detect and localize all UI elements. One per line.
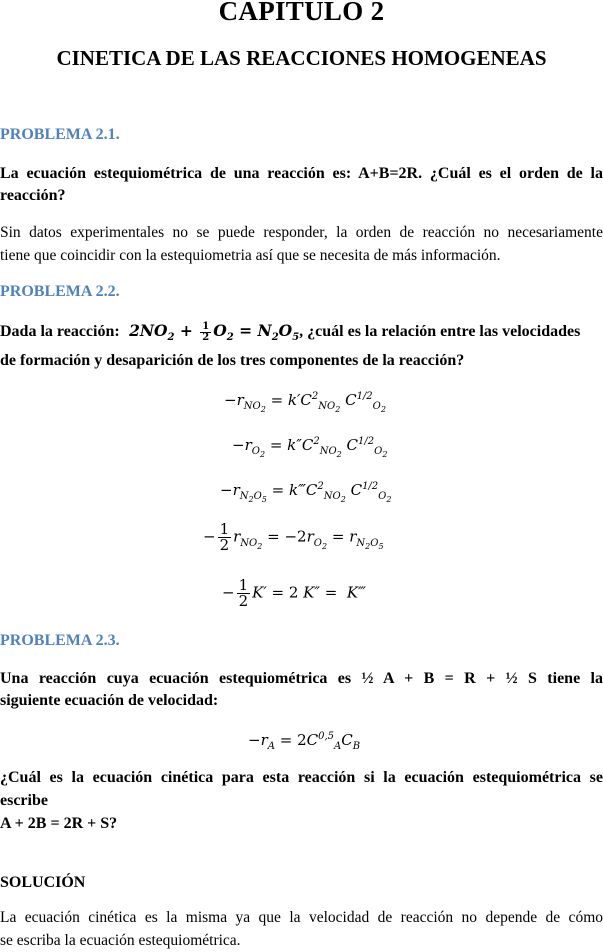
solution-line1: La ecuación cinética es la misma ya que la velocidad de reacción no depende de cómo: [0, 909, 603, 926]
chapter-subtitle: CINETICA DE LAS REACCIONES HOMOGENEAS: [56, 46, 547, 70]
problem-2-1-answer-line2: tiene que coincidir con la estequiometria así que se necesita de más información.: [0, 247, 501, 264]
problem-2-1-question-line1: La ecuación estequiométrica de una reacción es: A+B=2R. ¿Cuál es el orden de la: [0, 165, 603, 182]
constant-relation-equation: − $\frac{1}{2}$ K′ = 2 K″ = K‴: [222, 576, 366, 610]
problem-2-3-question-line1: Una reacción cuya ecuación estequiométrica es ½ A + B = R + ½ S tiene la: [0, 670, 603, 687]
problem-2-2-question-line1: [0, 320, 603, 343]
problem-2-1-heading: PROBLEMA 2.1.: [0, 126, 120, 143]
problem-2-3-question-line2: siguiente ecuación de velocidad:: [0, 692, 219, 709]
rate-relation-equation: − $\frac{1}{2}$ $r_{NO_2} = -2r_{O_2} = r_{N_2O_5}$: [203, 520, 384, 554]
problem-2-1-answer-line1: Sin datos experimentales no se puede responder, la orden de reacción no necesariamente: [0, 224, 603, 241]
chapter-title: CAPITULO 2: [218, 0, 385, 26]
reaction-equation: $2NO_2$ + $\frac{1}{2}$ $O_2 = N_2O_5$: [123, 320, 300, 344]
problem-2-2-heading: PROBLEMA 2.2.: [0, 283, 120, 300]
problem-2-3-question2-line1: ¿Cuál es la ecuación cinética para esta reacción si la ecuación estequiométrica se: [0, 769, 603, 786]
rate-equation-o2: $-r_{O_2} = k''C^2_{NO_2}$ $C^{1/2}_{O_2}$: [232, 436, 388, 459]
problem-2-3-question2-line3: A + 2B = 2R + S?: [0, 815, 118, 832]
rate-equation-n2o5: $-r_{N_2O_5}$ = $k‴C^2_{NO_2}$ $C^{1/2}_{O_2}$: [220, 481, 392, 504]
problem-2-1-question-line2: reacción?: [0, 187, 66, 204]
rate-equation-a: $-r_A = 2C^{0,5}_AC_B$: [248, 731, 361, 752]
solution-heading: SOLUCIÓN: [0, 874, 86, 891]
problem-2-3-question2-line2: escribe: [0, 792, 48, 809]
problem-2-2-intro: Dada la reacción:: [0, 323, 120, 340]
problem-2-2-question-rest: , ¿cuál es la relación entre las velocidades: [299, 323, 581, 340]
rate-equation-no2: $-r_{NO_2} = k'C^2_{NO_2}$ $C^{1/2}_{O_2}$: [224, 391, 386, 414]
problem-2-2-question-line2: de formación y desaparición de los tres componentes de la reacción?: [0, 352, 465, 369]
problem-2-3-heading: PROBLEMA 2.3.: [0, 632, 120, 649]
solution-line2: se escriba la ecuación estequiométrica.: [0, 932, 241, 949]
